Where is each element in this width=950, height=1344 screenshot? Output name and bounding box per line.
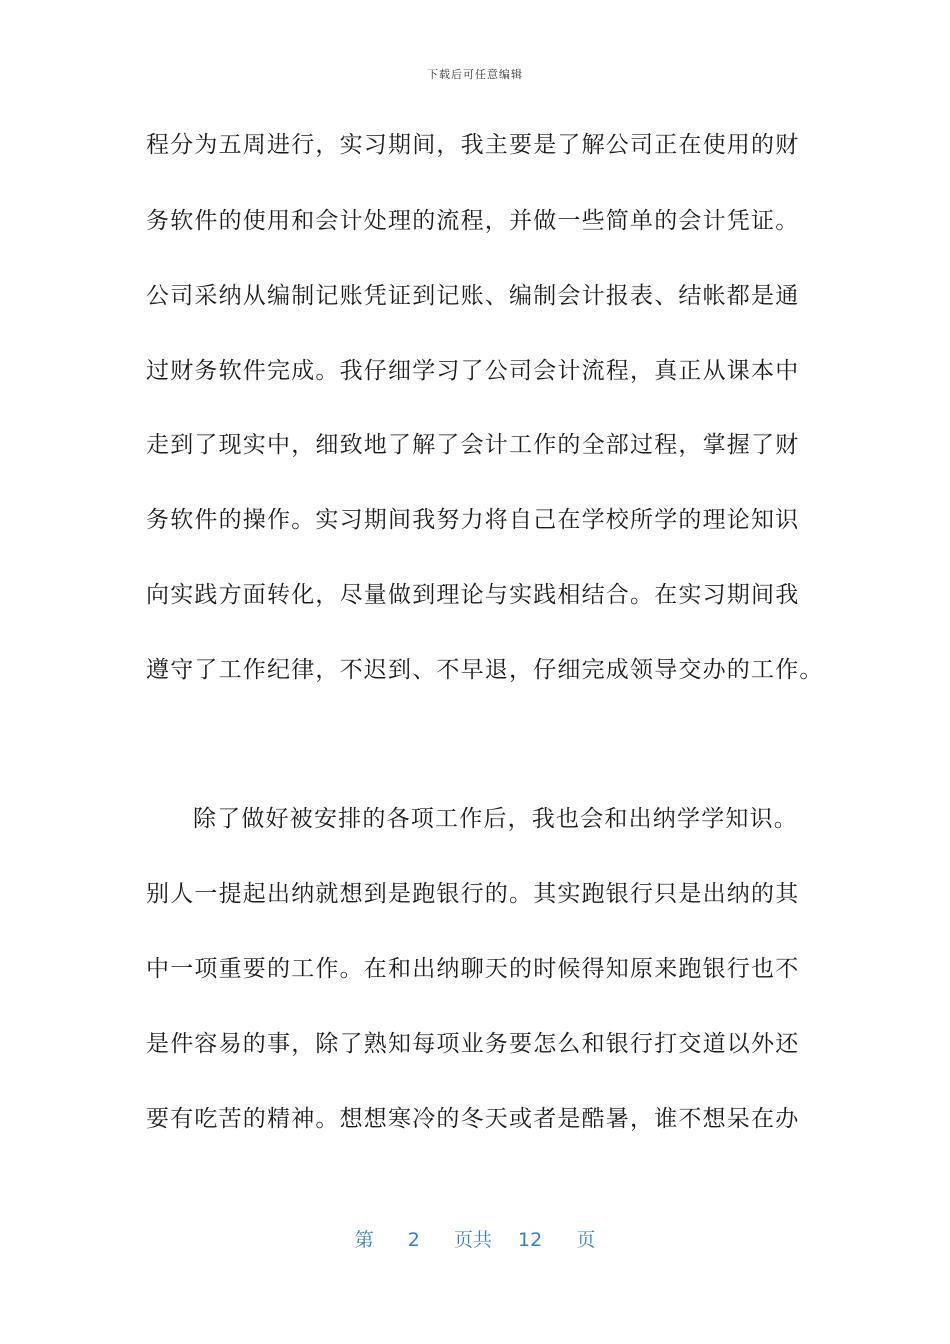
text-line: 中一项重要的工作。在和出纳聊天的时候得知原来跑银行也不 <box>146 956 800 982</box>
footer-page-number: 2 <box>407 1229 420 1251</box>
text-line: 程分为五周进行，实习期间，我主要是了解公司正在使用的财 <box>146 132 800 158</box>
page-footer <box>0 1225 950 1252</box>
text-line: 要有吃苦的精神。想想寒冷的冬天或者是酷暑，谁不想呆在办 <box>146 1106 800 1132</box>
footer-middle: 页共 <box>453 1229 492 1251</box>
text-line: 别人一提起出纳就想到是跑银行的。其实跑银行只是出纳的其 <box>146 881 800 907</box>
text-line: 遵守了工作纪律，不迟到、不早退，仔细完成领导交办的工作。 <box>146 657 824 683</box>
header-note: 下载后可任意编辑 <box>427 68 523 81</box>
text-line: 务软件的使用和会计处理的流程，并做一些简单的会计凭证。 <box>146 208 800 234</box>
footer-prefix: 第 <box>354 1229 374 1251</box>
footer-suffix: 页 <box>576 1229 596 1251</box>
paragraph-first-line: 除了做好被安排的各项工作后，我也会和出纳学学知识。 <box>193 806 798 832</box>
text-line: 向实践方面转化，尽量做到理论与实践相结合。在实习期间我 <box>146 582 800 608</box>
footer-total-pages: 12 <box>518 1229 543 1251</box>
text-line: 过财务软件完成。我仔细学习了公司会计流程，真正从课本中 <box>146 358 800 384</box>
text-line: 务软件的操作。实习期间我努力将自己在学校所学的理论知识 <box>146 507 800 533</box>
text-line: 公司采纳从编制记账凭证到记账、编制会计报表、结帐都是通 <box>146 283 800 309</box>
text-line: 是件容易的事，除了熟知每项业务要怎么和银行打交道以外还 <box>146 1031 800 1057</box>
text-line: 走到了现实中，细致地了解了会计工作的全部过程，掌握了财 <box>146 432 800 458</box>
